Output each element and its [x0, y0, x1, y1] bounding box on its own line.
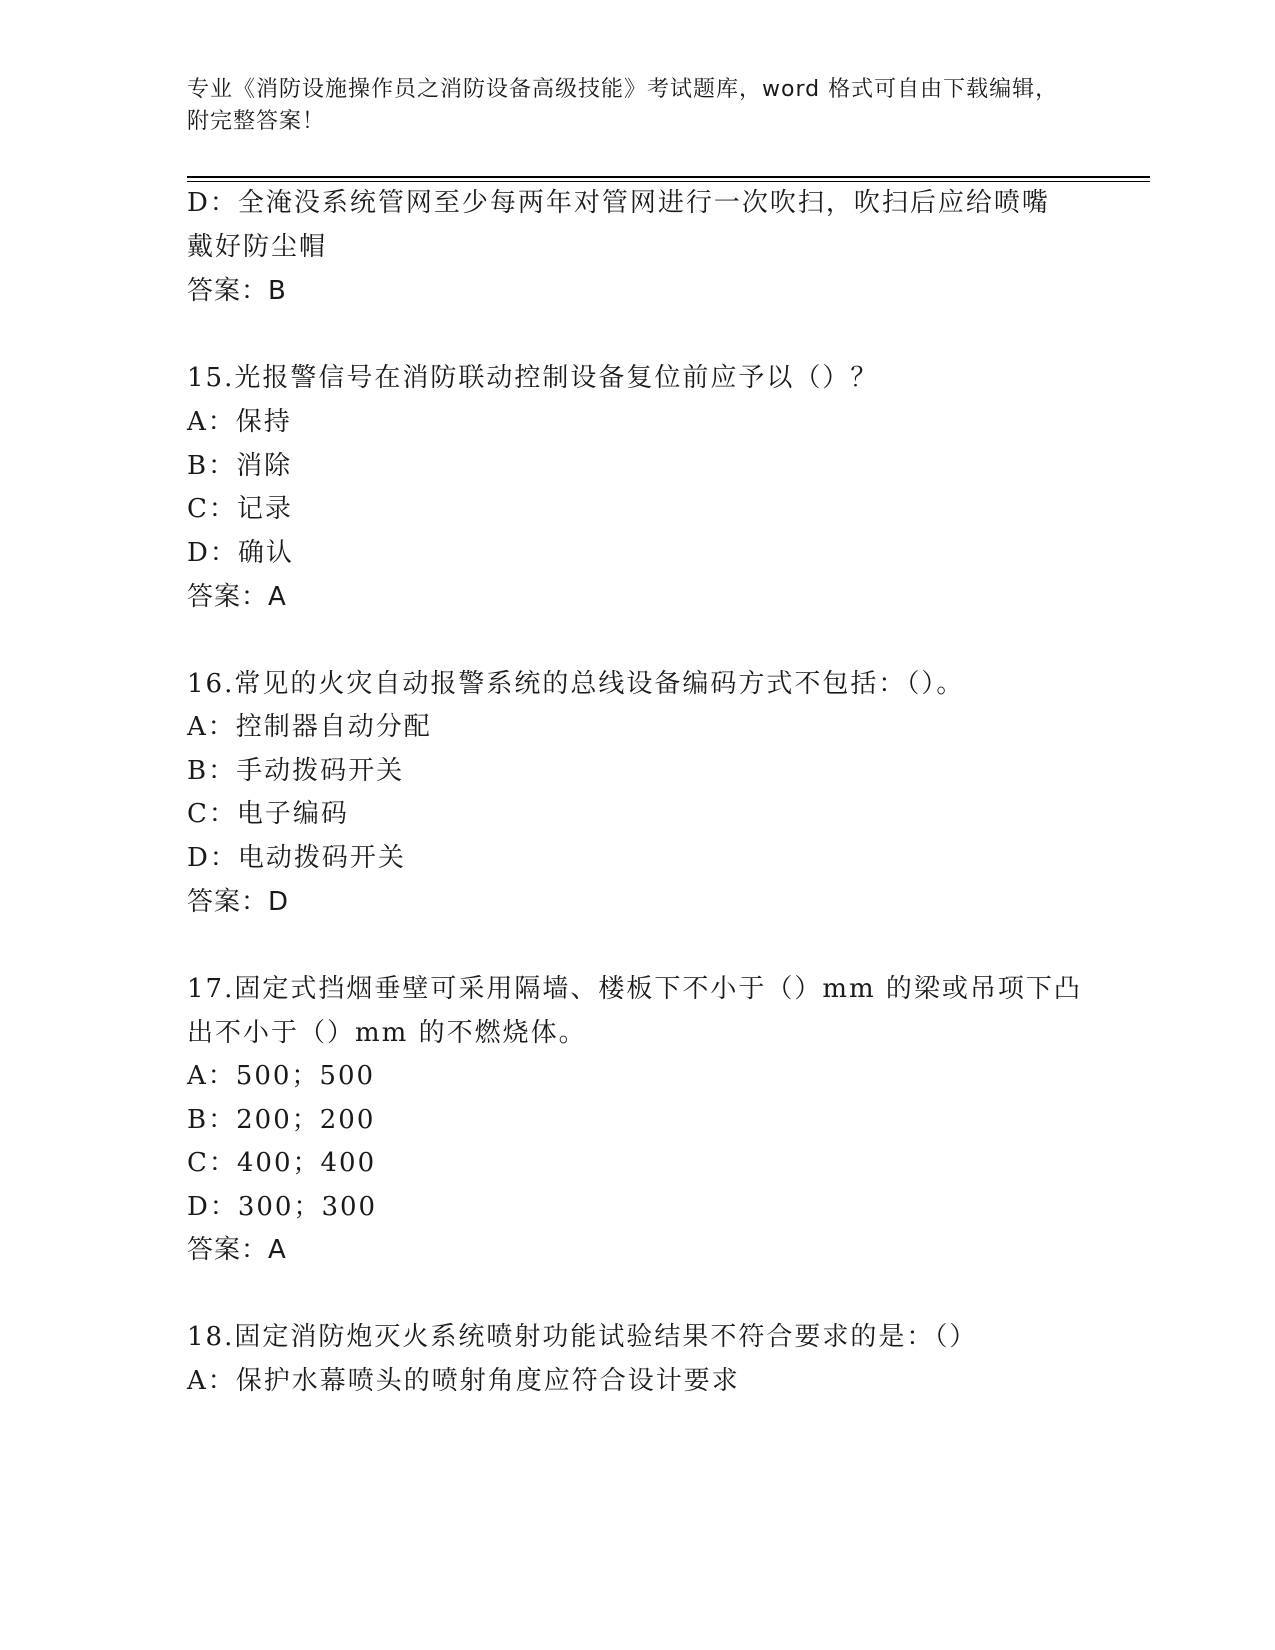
prev-option-d-line2: 戴好防尘帽 [187, 232, 328, 262]
question-17-option-c: C：400；400 [187, 1148, 377, 1178]
prev-option-d-line1: D：全淹没系统管网至少每两年对管网进行一次吹扫，吹扫后应给喷嘴 [187, 188, 1050, 218]
question-16-option-a: A：控制器自动分配 [187, 712, 432, 742]
question-15-option-d: D：确认 [187, 538, 294, 568]
question-15-option-b: B：消除 [187, 451, 293, 481]
question-17-option-b: B：200；200 [187, 1105, 376, 1135]
question-16-stem: 16.常见的火灾自动报警系统的总线设备编码方式不包括：（）。 [187, 669, 965, 699]
question-17-answer: 答案：A [187, 1235, 287, 1265]
question-16-option-d: D：电动拨码开关 [187, 843, 406, 873]
prev-answer: 答案：B [187, 276, 287, 306]
header-divider [187, 176, 1150, 178]
question-18-stem: 18.固定消防炮灭火系统喷射功能试验结果不符合要求的是：（） [187, 1322, 978, 1352]
question-17-stem-line1: 17.固定式挡烟垂壁可采用隔墙、楼板下不小于（）mm 的梁或吊项下凸 [187, 974, 1082, 1004]
question-17-option-a: A：500；500 [187, 1061, 376, 1091]
question-18-option-a: A：保护水幕喷头的喷射角度应符合设计要求 [187, 1366, 740, 1396]
question-15-option-c: C：记录 [187, 494, 293, 524]
question-15-stem: 15.光报警信号在消防联动控制设备复位前应予以（）？ [187, 363, 879, 393]
header-divider-thin [187, 181, 1150, 182]
question-16-answer: 答案：D [187, 887, 290, 917]
document-header: 专业《消防设施操作员之消防设备高级技能》考试题库，word 格式可自由下载编辑，附完整答案！ [187, 77, 1059, 134]
question-15-option-a: A：保持 [187, 407, 292, 437]
question-15-answer: 答案：A [187, 582, 287, 612]
question-17-option-d: D：300；300 [187, 1192, 378, 1222]
question-16-option-b: B：手动拨码开关 [187, 756, 405, 786]
question-16-option-c: C：电子编码 [187, 799, 349, 829]
question-17-stem-line2: 出不小于（）mm 的不燃烧体。 [187, 1018, 587, 1048]
